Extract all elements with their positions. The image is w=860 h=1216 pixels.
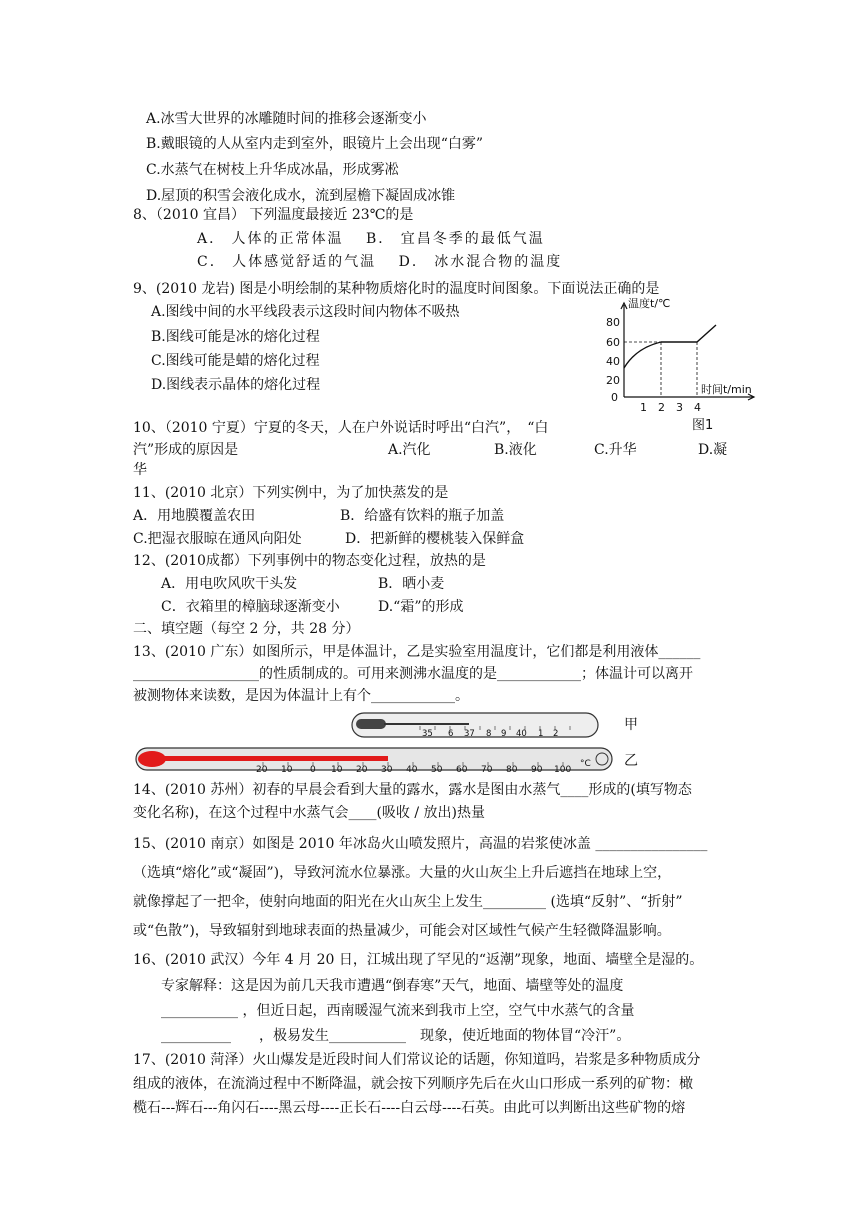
- q16-line2: 专家解释：这是因为前几天我市遭遇“倒春寒”天气，地面、墙壁等处的温度: [161, 978, 624, 994]
- q15-line1: 15、(2010 南京）如图是 2010 年冰岛火山喷发照片，高温的岩浆使冰盖 ________________: [133, 836, 708, 852]
- q16-line1: 16、(2010 武汉）今年 4 月 20 日，江城出现了罕见的“返潮”现象，地面、墙壁全是湿的。: [133, 952, 704, 968]
- q7-option-b: B.戴眼镜的人从室内走到室外，眼镜片上会出现“白雾”: [146, 136, 484, 152]
- clinical-tick-label: 9: [501, 729, 507, 739]
- clinical-thermometer-column: [384, 723, 469, 725]
- q11-option-c: C.把湿衣服晾在通风向阳处: [133, 531, 302, 547]
- q12-option-b: B．晒小麦: [378, 576, 445, 592]
- q9-option-b: B.图线可能是冰的熔化过程: [151, 329, 320, 345]
- q11-option-b: B．给盛有饮料的瓶子加盖: [340, 508, 505, 524]
- x-tick-label: 1: [640, 401, 647, 414]
- q7-option-c: C.水蒸气在树枝上升华成冰晶，形成雾凇: [146, 162, 399, 178]
- q12-option-c: C．衣箱里的樟脑球逐渐变小: [161, 599, 340, 615]
- q10-option-c: C.升华: [594, 442, 637, 458]
- lab-tick-label: 50: [431, 765, 443, 775]
- q13-line3: 被测物体来读数，是因为体温计上有个____________。: [133, 688, 469, 704]
- lab-tick-label: 60: [456, 765, 468, 775]
- y-tick-label: 0: [611, 391, 618, 404]
- q17-line1: 17、(2010 菏泽）火山爆发是近段时间人们常议论的话题，你知道吗，岩浆是多种物质成分: [133, 1052, 701, 1068]
- q10-line3: 华: [133, 462, 147, 478]
- q10-line1: 10、（2010 宁夏）宁夏的冬天，人在户外说话时呼出“白汽”， “白: [133, 420, 549, 436]
- q16-line4: __________ ，极易发生___________ 现象，使近地面的物体冒“冷汗”。: [161, 1028, 631, 1044]
- y-axis-label: 温度t/℃: [628, 297, 671, 310]
- x-tick-label: 2: [658, 401, 665, 414]
- clinical-tick-label: 8: [486, 729, 492, 739]
- melting-curve-figure: [606, 295, 766, 435]
- y-tick-label: 40: [606, 355, 620, 368]
- q10-option-b: B.液化: [494, 442, 537, 458]
- q11-option-a: A．用地膜覆盖农田: [133, 508, 256, 524]
- q12-option-a: A．用电吹风吹干头发: [161, 576, 298, 592]
- q7-option-d: D.屋顶的积雪会液化成水，流到屋檐下凝固成冰锥: [146, 188, 456, 204]
- y-tick-label: 80: [606, 316, 620, 329]
- clinical-tick-label: 6: [448, 729, 454, 739]
- lab-thermometer-label: 乙: [624, 753, 638, 769]
- section-heading: 二、填空题（每空 2 分，共 28 分）: [133, 621, 360, 637]
- q15-line3: 就像撑起了一把伞，使射向地面的阳光在火山灰尘上发生_________ (选填“反射”、“折射”: [133, 894, 683, 910]
- clinical-tick-label: 40: [516, 729, 527, 739]
- q7-option-a: A.冰雪大世界的冰雕随时间的推移会逐渐变小: [146, 111, 427, 127]
- q16-line3: ___________ ，但近日起，西南暖湿气流来到我市上空，空气中水蒸气的含量: [161, 1003, 635, 1019]
- q10-option-a: A.汽化: [388, 442, 431, 458]
- lab-tick-label: 30: [381, 765, 393, 775]
- lab-unit-label: °C: [580, 759, 591, 769]
- x-axis-label: 时间t/min: [701, 383, 752, 396]
- q14-line1: 14、(2010 苏州）初春的早晨会看到大量的露水，露水是图由水蒸气____形成的(填写物态: [133, 782, 692, 798]
- q11-option-d: D．把新鲜的樱桃装入保鲜盒: [345, 531, 525, 547]
- lab-tick-label: 90: [531, 765, 543, 775]
- q9-option-a: A.图线中间的水平线段表示这段时间内物体不吸热: [151, 304, 460, 320]
- lab-tick-label: 100: [554, 765, 572, 775]
- clinical-tick-label: 1: [538, 729, 544, 739]
- lab-tick-label: 40: [406, 765, 418, 775]
- clinical-thermometer: [352, 713, 638, 739]
- clinical-tick-label: 37: [464, 729, 475, 739]
- lab-tick-label: 80: [506, 765, 518, 775]
- lab-thermometer: [136, 748, 638, 775]
- q13-line1: 13、(2010 广东）如图所示，甲是体温计，乙是实验室用温度计，它们都是利用液体______: [133, 644, 701, 660]
- q17-line3: 榄石---辉石---角闪石----黑云母----正长石----白云母----石英。由此可以判断出这些矿物的熔: [133, 1100, 686, 1116]
- clinical-thermometer-bulb: [356, 719, 386, 729]
- melting-curve-line: [624, 325, 716, 368]
- clinical-tick-label: 35: [422, 729, 433, 739]
- figure-caption: 图1: [692, 418, 714, 433]
- q12-option-d: D.“霜”的形成: [378, 599, 464, 615]
- clinical-tick-label: 2: [553, 729, 559, 739]
- q10-option-d: D.凝: [698, 442, 728, 458]
- q11-stem: 11、(2010 北京）下列实例中，为了加快蒸发的是: [133, 485, 449, 501]
- q8-options-row2: C． 人体感觉舒适的气温 D． 冰水混合物的温度: [197, 254, 563, 270]
- lab-tick-label: 70: [481, 765, 493, 775]
- lab-tick-label: 0: [310, 765, 316, 775]
- x-tick-label: 4: [694, 401, 701, 414]
- lab-tick-label: 20: [356, 765, 368, 775]
- lab-thermometer-column: [160, 756, 388, 761]
- lab-tick-label: 10: [331, 765, 343, 775]
- q15-line4: 或“色散”)，导致辐射到地球表面的热量减少，可能会对区域性气候产生轻微降温影响。: [133, 923, 671, 939]
- q12-stem: 12、(2010成都）下列事例中的物态变化过程，放热的是: [133, 553, 486, 569]
- q14-line2: 变化名称)，在这个过程中水蒸气会____(吸收 / 放出)热量: [133, 805, 486, 821]
- q9-stem: 9、(2010 龙岩) 图是小明绘制的某种物质熔化时的温度时间图象。下面说法正确的是: [133, 281, 660, 297]
- lab-tick-label: 10: [281, 765, 293, 775]
- x-tick-label: 3: [676, 401, 683, 414]
- y-tick-label: 60: [606, 336, 620, 349]
- q13-line2: __________________的性质制成的。可用来测沸水温度的是____________；体温计可以离开: [133, 666, 693, 682]
- q15-line2: （选填“熔化”或“凝固”)，导致河流水位暴涨。大量的火山灰尘上升后遮挡在地球上空，: [133, 865, 672, 881]
- q8-options-row1: A． 人体的正常体温 B． 宜昌冬季的最低气温: [197, 231, 545, 247]
- thermometers-figure: [130, 708, 650, 776]
- y-tick-label: 20: [606, 374, 620, 387]
- lab-tick-label: 20: [256, 765, 268, 775]
- q17-line2: 组成的液体，在流淌过程中不断降温，就会按下列顺序先后在火山口形成一系列的矿物：橄: [133, 1076, 693, 1092]
- q9-option-c: C.图线可能是蜡的熔化过程: [151, 353, 320, 369]
- clinical-thermometer-label: 甲: [624, 717, 638, 733]
- q8-stem: 8、（2010 宜昌） 下列温度最接近 23℃的是: [133, 207, 414, 223]
- q10-stem: 汽”形成的原因是: [133, 442, 239, 458]
- q9-option-d: D.图线表示晶体的熔化过程: [151, 377, 321, 393]
